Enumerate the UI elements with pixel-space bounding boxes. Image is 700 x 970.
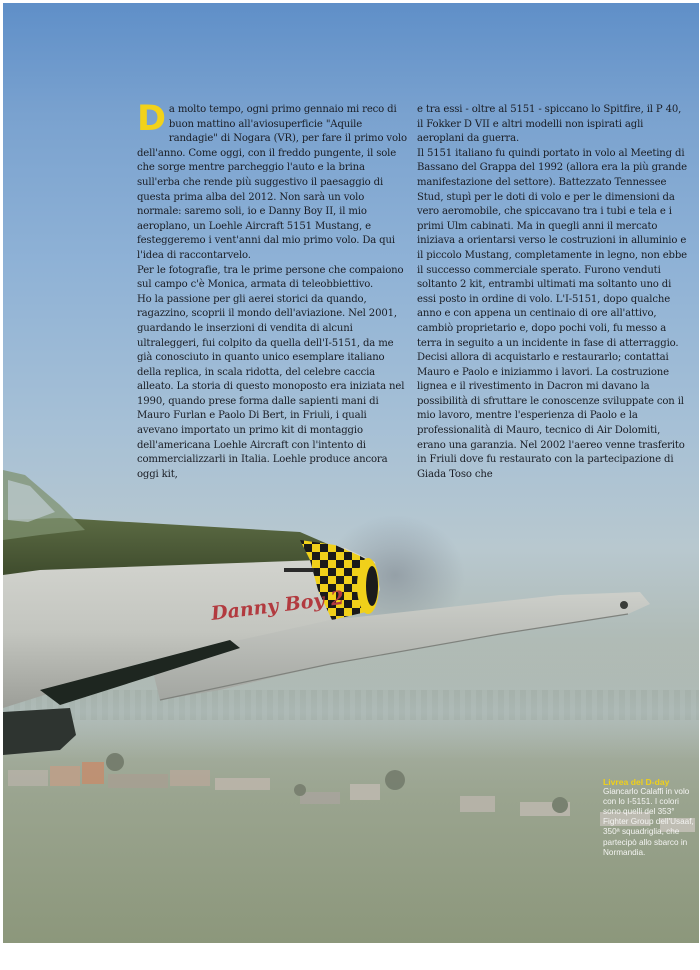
article-paragraph: Ho la passione per gli aerei storici da quando, ragazzino, scoprii il mondo dell'aviazione. Nel 2001, guardando le inserzioni di vendita di alcuni ultraleggeri, fui colpito da quella dell'I-5151, da me già conosciuto in quanto unico esemplare italiano della replica, in scala ridotta, del celebre caccia alleato. La storia di questo monoposto era iniziata nel 1990, quando prese forma dalle sapienti mani di Mauro Furlan e Paolo Di Bert, in Friuli, i quali avevano importato un primo kit di montaggio dell'americana Loehle Aircraft con l'intento di commercializzarli in Italia. Loehle produce ancora oggi kit, (137, 293, 405, 480)
article-paragraph: Per le fotografie, tra le prime persone che compaiono sul campo c'è Monica, armata di teleobbiettivo. (137, 264, 404, 291)
nose-art: Danny Boy 2 (209, 586, 346, 625)
caption-text: Giancarlo Calaffi in volo con lo I-5151. I colori sono quelli del 353° Fighter Group dell'Usaaf, 350ª squadriglia, che partecipò allo sbarco in Normandia. (603, 787, 694, 857)
article-body (137, 99, 697, 480)
text-column-right (417, 103, 689, 482)
paragraph-text: a molto tempo, ogni primo gennaio mi reco di buon mattino all'aviosuperficie "Aquile randagie" di Nogara (VR), per fare il primo volo dell'anno. Come oggi, con il freddo pungente, il sole che sorge mentre parcheggio l'auto e la brina sull'erba che rende più suggestivo il paesaggio di questa prima alba del 2012. Non sarà un volo normale: saremo soli, io e Danny Boy II, il mio aeroplano, un Loehle Aircraft 5151 Mustang, e festeggeremo i vent'anni dal mio primo volo. Da qui l'idea di raccontarvelo. (137, 104, 407, 261)
article-paragraph (137, 99, 409, 264)
text-column-left (137, 99, 409, 482)
page-margin (0, 943, 700, 970)
article-paragraph: Il 5151 italiano fu quindi portato in volo al Meeting di Bassano del Grappa del 1992 (allora era la più grande manifestazione del settore). Battezzato Tennessee Stud, stupì per le doti di volo e per le dimensioni da vero aeromobile, che spiccavano tra i tubi e tela e i primi Ulm cabinati. Ma in quegli anni il mercato iniziava a orientarsi verso le costruzioni in alluminio e il piccolo Mustang, completamente in legno, non ebbe il successo commerciale sperato. Furono venduti soltanto 2 kit, entrambi ultimati ma soltanto uno di essi posto in ordine di volo. L'I-5151, dopo qualche anno e con appena un centinaio di ore all'attivo, cambiò proprietario e, dopo pochi voli, fu messo a terra in seguito a un incidente in fase di atterraggio. Decisi allora di acquistarlo e restaurarlo; contattai Mauro e Paolo e iniziammo i lavori. La costruzione lignea e il rivestimento in Dacron mi davano la possibilità di sfruttare le conoscenze sviluppate con il mio lavoro, mentre l'esperienza di Paolo e la professionalità di Mauro, tecnico di Air Dolomiti, erano una garanzia. Nel 2002 l'aereo venne trasferito in Friuli dove fu restaurato con la partecipazione di Giada Toso che (417, 147, 688, 480)
article-paragraph: e tra essi - oltre al 5151 - spiccano lo Spitfire, il P 40, il Fokker D VII e altri modelli non ispirati agli aeroplani da guerra. (417, 104, 682, 145)
caption-title: Livrea del D-day (603, 777, 670, 787)
drop-cap: D (137, 99, 166, 139)
photo-caption (603, 777, 698, 858)
aircraft-scoop (3, 708, 76, 755)
